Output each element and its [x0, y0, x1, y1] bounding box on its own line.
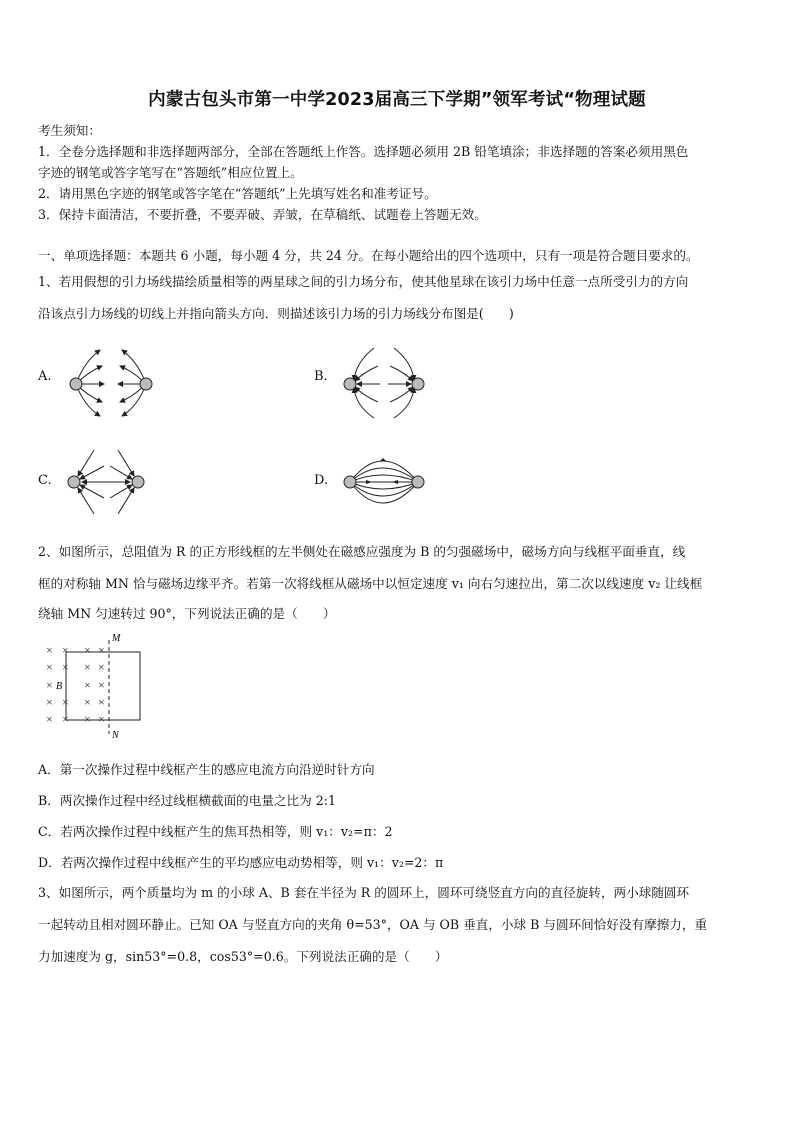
notice-line-4: 3．保持卡面清洁，不要折叠，不要弄破、弄皱，在草稿纸、试题卷上答题无效。 — [38, 207, 487, 222]
svg-text:×: × — [98, 678, 105, 692]
star-right — [132, 476, 144, 488]
q2-option-c: C．若两次操作过程中线框产生的焦耳热相等，则 v₁：v₂=π：2 — [38, 824, 393, 839]
svg-text:×: × — [46, 712, 53, 726]
q1-option-a-label: A. — [38, 369, 52, 384]
star-left — [344, 378, 356, 390]
svg-text:×: × — [84, 660, 91, 674]
svg-text:×: × — [98, 695, 105, 709]
notice-line-2: 字迹的钢笔或答字笔写在“答题纸”相应位置上。 — [38, 165, 303, 180]
section-heading: 一、单项选择题：本题共 6 小题，每小题 4 分，共 24 分。在每小题给出的四个选项中，只有一项是符合题目要求的。 — [38, 248, 699, 263]
svg-text:×: × — [62, 695, 69, 709]
q2-line-1: 2、如图所示，总阻值为 R 的正方形线框的左半侧处在磁感应强度为 B 的匀强磁场中，磁场方向与线框平面垂直，线 — [38, 544, 686, 559]
field-diagram-a — [60, 340, 160, 422]
svg-text:×: × — [84, 678, 91, 692]
field-diagram-b — [334, 340, 434, 422]
q1-option-c-label: C. — [38, 473, 52, 488]
q3-line-1: 3、如图所示，两个质量均为 m 的小球 A、B 套在半径为 R 的圆环上，圆环可绕竖直方向的直径旋转，两小球随圆环 — [38, 885, 690, 900]
star-right — [412, 476, 424, 488]
magnetic-field-figure — [40, 628, 150, 743]
star-left — [68, 476, 80, 488]
page-title: 内蒙古包头市第一中学2023届高三下学期”领军考试“物理试题 — [148, 90, 646, 110]
field-diagram-c — [60, 444, 160, 524]
q1-line-2: 沿该点引力场线的切线上并指向箭头方向．则描述该引力场的引力场线分布图是( ) — [38, 306, 514, 321]
svg-text:×: × — [46, 643, 53, 657]
svg-text:×: × — [98, 660, 105, 674]
q2-option-b: B．两次操作过程中经过线框横截面的电量之比为 2:1 — [38, 793, 336, 808]
q3-line-2: 一起转动且相对圆环静止。已知 OA 与竖直方向的夹角 θ=53°，OA 与 OB 垂直，小球 B 与圆环间恰好没有摩擦力，重 — [38, 917, 708, 932]
q2-line-3: 绕轴 MN 匀速转过 90°，下列说法正确的是（ ） — [38, 606, 336, 621]
svg-text:×: × — [84, 643, 91, 657]
label-m: M — [112, 633, 121, 644]
label-n: N — [112, 730, 119, 741]
notice-heading: 考生须知： — [38, 123, 101, 138]
star-left — [70, 378, 82, 390]
star-right — [140, 378, 152, 390]
q2-line-2: 框的对称轴 MN 恰与磁场边缘平齐。若第一次将线框从磁场中以恒定速度 v₁ 向右匀速拉出，第二次以线速度 v₂ 让线框 — [38, 576, 703, 591]
star-right — [412, 378, 424, 390]
svg-text:×: × — [98, 712, 105, 726]
q1-line-1: 1、若用假想的引力场线描绘质量相等的两星球之间的引力场分布，使其他星球在该引力场中任意一点所受引力的方向 — [38, 274, 689, 289]
star-left — [344, 476, 356, 488]
svg-text:×: × — [46, 660, 53, 674]
q2-option-a: A．第一次操作过程中线框产生的感应电流方向沿逆时针方向 — [38, 762, 375, 777]
svg-text:×: × — [62, 643, 69, 657]
svg-text:×: × — [46, 678, 53, 692]
q3-line-3: 力加速度为 g，sin53°=0.8，cos53°=0.6。下列说法正确的是（ ） — [38, 949, 448, 964]
svg-text:×: × — [84, 695, 91, 709]
svg-text:×: × — [98, 643, 105, 657]
svg-text:×: × — [84, 712, 91, 726]
field-diagram-d — [336, 444, 436, 524]
label-b: B — [56, 681, 63, 692]
notice-line-1: 1．全卷分选择题和非选择题两部分，全部在答题纸上作答。选择题必须用 2B 铅笔填涂；非选择题的答案必须用黑色 — [38, 144, 689, 159]
q1-option-d-label: D. — [314, 473, 329, 488]
svg-text:×: × — [62, 660, 69, 674]
q2-option-d: D．若两次操作过程中线框产生的平均感应电动势相等，则 v₁：v₂=2：π — [38, 855, 444, 870]
svg-text:×: × — [62, 712, 69, 726]
notice-line-3: 2．请用黑色字迹的钢笔或答字笔在“答题纸”上先填写姓名和准考证号。 — [38, 186, 437, 201]
q1-option-b-label: B. — [314, 369, 328, 384]
svg-text:×: × — [46, 695, 53, 709]
